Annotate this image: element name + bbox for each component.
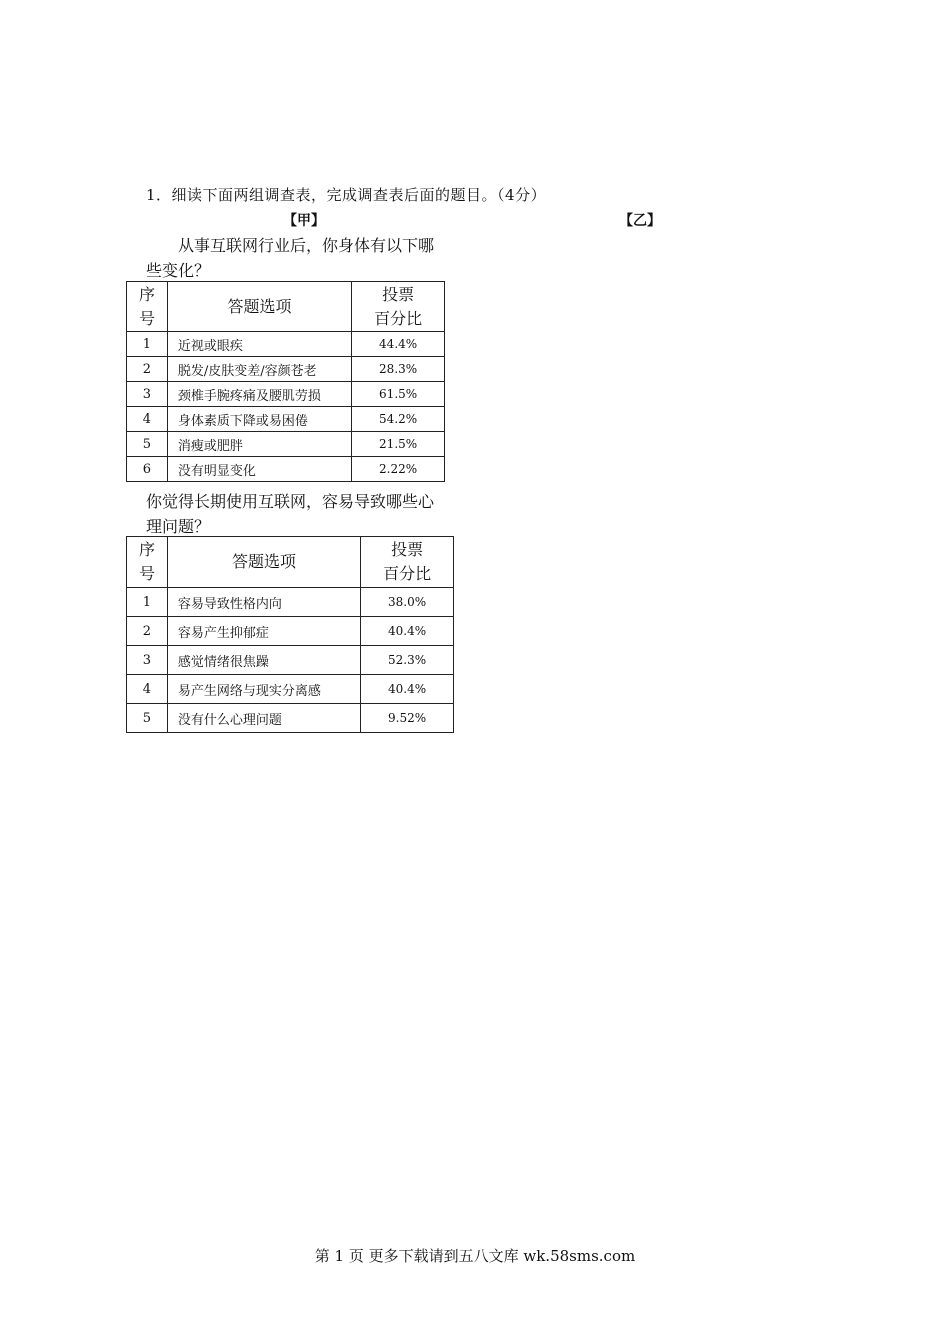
row-pct: 54.2% bbox=[352, 407, 445, 432]
survey2-intro-line1: 你觉得长期使用互联网，容易导致哪些心 bbox=[146, 492, 435, 511]
survey1-intro-line1: 从事互联网行业后，你身体有以下哪 bbox=[178, 236, 435, 255]
header-pct bbox=[352, 282, 445, 332]
row-num: 1 bbox=[127, 332, 168, 357]
header-num bbox=[127, 282, 168, 332]
table-row bbox=[127, 675, 454, 704]
row-option: 没有什么心理问题 bbox=[167, 704, 360, 733]
header-num bbox=[127, 537, 168, 588]
table-row bbox=[127, 617, 454, 646]
question-text: 1．细读下面两组调查表，完成调查表后面的题目。（4分） bbox=[146, 186, 547, 204]
table-row bbox=[127, 432, 445, 457]
header-pct-line2: 百分比 bbox=[374, 308, 423, 328]
header-pct-line2: 百分比 bbox=[383, 564, 432, 583]
table-row bbox=[127, 704, 454, 733]
row-pct: 28.3% bbox=[352, 357, 445, 382]
header-option: 答题选项 bbox=[167, 537, 360, 588]
table-row bbox=[127, 332, 445, 357]
page-footer: 第 1 页 更多下载请到五八文库 wk.58sms.com bbox=[314, 1247, 636, 1265]
label-jia: 【甲】 bbox=[283, 213, 325, 229]
row-pct: 61.5% bbox=[352, 382, 445, 407]
header-num-line1: 序 bbox=[138, 284, 155, 304]
header-num-line2: 号 bbox=[138, 564, 155, 583]
row-option: 身体素质下降或易困倦 bbox=[167, 407, 351, 432]
row-pct: 40.4% bbox=[361, 617, 454, 646]
label-yi: 【乙】 bbox=[619, 213, 661, 229]
row-num: 6 bbox=[127, 457, 168, 482]
row-option: 容易导致性格内向 bbox=[167, 588, 360, 617]
table-row bbox=[127, 646, 454, 675]
table-row bbox=[127, 382, 445, 407]
row-option: 易产生网络与现实分离感 bbox=[167, 675, 360, 704]
row-num: 4 bbox=[127, 675, 168, 704]
row-option: 颈椎手腕疼痛及腰肌劳损 bbox=[167, 382, 351, 407]
header-option: 答题选项 bbox=[167, 282, 351, 332]
table-row bbox=[127, 457, 445, 482]
row-pct: 40.4% bbox=[361, 675, 454, 704]
row-num: 2 bbox=[127, 617, 168, 646]
row-pct: 9.52% bbox=[361, 704, 454, 733]
row-option: 感觉情绪很焦躁 bbox=[167, 646, 360, 675]
survey1-intro-line2: 些变化？ bbox=[146, 261, 211, 280]
row-pct: 44.4% bbox=[352, 332, 445, 357]
header-pct-line1: 投票 bbox=[391, 540, 424, 559]
header-num-line2: 号 bbox=[138, 308, 155, 328]
table-row bbox=[127, 357, 445, 382]
row-option: 没有明显变化 bbox=[167, 457, 351, 482]
row-num: 3 bbox=[127, 646, 168, 675]
row-pct: 2.22% bbox=[352, 457, 445, 482]
header-pct bbox=[361, 537, 454, 588]
row-option: 容易产生抑郁症 bbox=[167, 617, 360, 646]
survey2-intro-line2: 理问题？ bbox=[146, 517, 211, 536]
table-header-row bbox=[127, 537, 454, 588]
row-num: 3 bbox=[127, 382, 168, 407]
table-row bbox=[127, 588, 454, 617]
header-pct-line1: 投票 bbox=[382, 284, 415, 304]
row-num: 4 bbox=[127, 407, 168, 432]
table-row bbox=[127, 407, 445, 432]
survey1-table bbox=[126, 281, 445, 482]
row-option: 近视或眼疾 bbox=[167, 332, 351, 357]
row-option: 脱发/皮肤变差/容颜苍老 bbox=[167, 357, 351, 382]
row-pct: 38.0% bbox=[361, 588, 454, 617]
row-num: 1 bbox=[127, 588, 168, 617]
row-option: 消瘦或肥胖 bbox=[167, 432, 351, 457]
survey2-table bbox=[126, 536, 454, 733]
header-num-line1: 序 bbox=[138, 540, 155, 559]
row-num: 2 bbox=[127, 357, 168, 382]
row-num: 5 bbox=[127, 432, 168, 457]
row-pct: 21.5% bbox=[352, 432, 445, 457]
table-header-row bbox=[127, 282, 445, 332]
row-num: 5 bbox=[127, 704, 168, 733]
row-pct: 52.3% bbox=[361, 646, 454, 675]
